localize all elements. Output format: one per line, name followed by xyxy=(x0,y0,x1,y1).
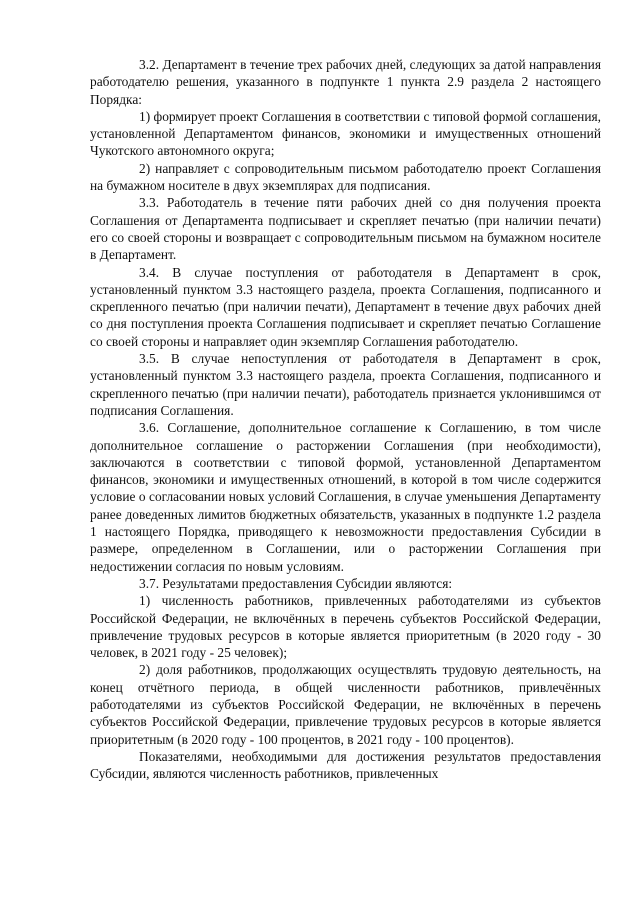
paragraph-3-2-item-2: 2) направляет с сопроводительным письмом работодателю проект Соглашения на бумажном носителе в двух экземплярах для подписания. xyxy=(90,160,601,194)
document-body xyxy=(90,56,601,782)
paragraph-3-2-item-1: 1) формирует проект Соглашения в соответствии с типовой формой соглашения, установленной Департаментом финансов, экономики и имущественных отношений Чукотского автономного округа; xyxy=(90,108,601,159)
paragraph-3-2: 3.2. Департамент в течение трех рабочих дней, следующих за датой направления работодателю решения, указанного в подпункте 1 пункта 2.9 раздела 2 настоящего Порядка: xyxy=(90,57,601,107)
paragraph-3-6: 3.6. Соглашение, дополнительное соглашение к Соглашению, в том числе дополнительное соглашение о расторжении Соглашения (при необходимости), заключаются в соответствии с типовой формой, установленной Департаментом финансов, экономики и имущественных отношений, в которой в том числе содержится условие о согласовании новых условий Соглашения, в случае уменьшения Департаменту ранее доведенных лимитов бюджетных обязательств, указанных в подпункте 1.2 раздела 1 настоящего Порядка, приводящего к невозможности предоставления Субсидии в размере, определенном в Соглашении, или о расторжении Соглашения при недостижении согласия по новым условиям. xyxy=(90,420,601,574)
paragraph-3-7-item-2: 2) доля работников, продолжающих осуществлять трудовую деятельность, на конец отчётного периода, в общей численности работников, привлечённых работодателями из субъектов Российской Федерации, не включённых в перечень субъектов Российской Федерации, привлечение трудовых ресурсов в которые является приоритетным (в 2020 году - 100 процентов, в 2021 году - 100 процентов). xyxy=(90,662,601,747)
paragraph-3-4: 3.4. В случае поступления от работодателя в Департамент в срок, установленный пунктом 3.3 настоящего раздела, проекта Соглашения, подписанного и скрепленного печатью (при наличии печати), Департамент в течение двух рабочих дней со дня поступления проекта Соглашения подписывает и скрепляет печатью Соглашение со своей стороны и направляет один экземпляр Соглашения работодателю. xyxy=(90,264,601,349)
paragraph-3-7: 3.7. Результатами предоставления Субсидии являются: xyxy=(139,575,453,591)
paragraph-3-7-item-1: 1) численность работников, привлеченных работодателями из субъектов Российской Федерации, не включённых в перечень субъектов Российской Федерации, привлечение трудовых ресурсов в которые является приоритетным (в 2020 году - 30 человек, в 2021 году - 25 человек); xyxy=(90,593,601,661)
paragraph-3-3: 3.3. Работодатель в течение пяти рабочих дней со дня получения проекта Соглашения от Департамента подписывает и скрепляет печатью (при наличии печати) его со своей стороны и возвращает с сопроводительным письмом на бумажном носителе в Департамент. xyxy=(90,195,601,263)
paragraph-3-5: 3.5. В случае непоступления от работодателя в Департамент в срок, установленный пунктом 3.3 настоящего раздела, проекта Соглашения, подписанного и скрепленного печатью (при наличии печати), работодатель признается уклонившимся от подписания Соглашения. xyxy=(90,351,601,418)
paragraph-indicators: Показателями, необходимыми для достижения результатов предоставления Субсидии, являются численность работников, привлеченных xyxy=(90,748,601,782)
